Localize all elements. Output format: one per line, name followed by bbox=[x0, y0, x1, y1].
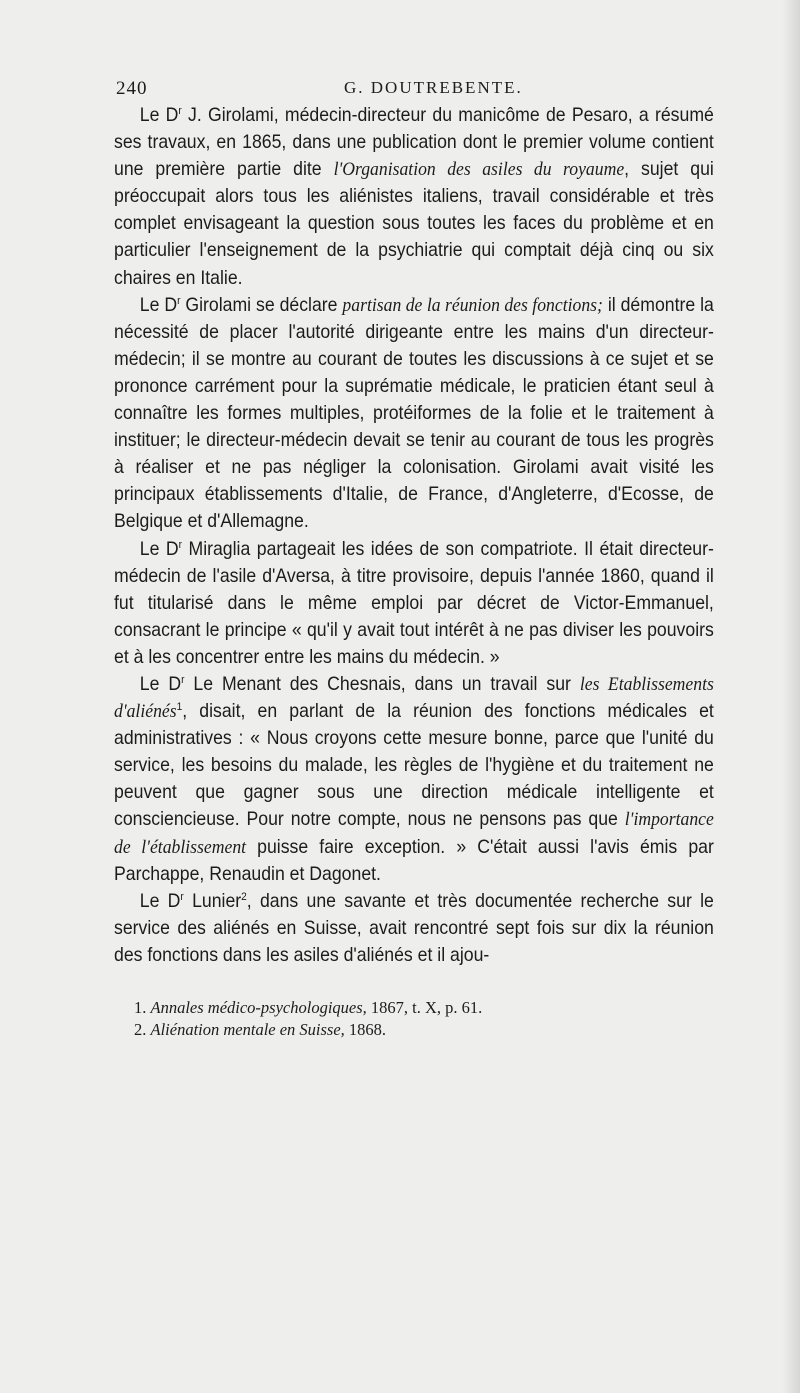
body-text bbox=[114, 102, 714, 969]
paragraph-3: Le $D^r$ Miraglia partageait les idées de son compatriote. Il était directeur-médecin de l'asile d'Aversa, à titre provisoire, depuis l'année 1860, quand il fut titularisé dans le même emploi par décret de Victor-Emmanuel, consacrant le principe « qu'il y avait tout intérêt à ne pas diviser les pouvoirs et à les concentrer entre les mains du médecin. » bbox=[114, 538, 714, 668]
paragraph-2: Le $D^r$ Girolami se déclare partisan de la réunion des fonctions; il démontre la nécessité de placer l'autorité dirigeante entre les mains d'un directeur-médecin; il se montre au courant de toutes les discussions à ce sujet et se prononce carrément pour la suprématie médicale, le praticien étant seul à connaître les formes multiples, protéiformes de la folie et le traitement à instituer; le directeur-médecin devait se tenir au courant de tous les progrès à réaliser et ne pas négliger la colonisation. Girolami avait visité les principaux établissements d'Italie, de France, d'Angleterre, d'Ecosse, de Belgique et d'Allemagne. bbox=[114, 294, 714, 533]
footnote-ref-1: 1 bbox=[176, 701, 183, 714]
paragraph-5: Le $D^r$ Lunier$^2$, dans une savante et très documentée recherche sur le service des aliénés en Suisse, avait rencontré sept fois sur dix la réunion des fonctions dans les asiles d'aliénés et il ajou- bbox=[114, 890, 714, 966]
footnotes bbox=[114, 997, 714, 1041]
running-head bbox=[114, 72, 714, 102]
paragraph-4: Le $D^r$ Le Menant des Chesnais, dans un travail sur les Etablissements d'aliénés$^1$, disait, en parlant de la réunion des fonctions médicales et administratives : « Nous croyons cette mesure bonne, parce que l'unité du service, les besoins du malade, les règles de l'hygiène et du traitement ne peuvent que gagner sous une direction médicale intelligente et consciencieuse. Pour notre compte, nous ne pensons pas que l'importance de l'établissement puisse faire exception. » C'était aussi l'avis émis par Parchappe, Renaudin et Dagonet. bbox=[114, 673, 714, 885]
page-edge-shadow bbox=[782, 0, 800, 1393]
footnote-2: 2. Aliénation mentale en Suisse, 1868. bbox=[134, 1020, 387, 1039]
running-title: G. DOUTREBENTE. bbox=[344, 78, 523, 97]
footnote-1: 1. Annales médico-psychologiques, 1867, t. X, p. 61. bbox=[134, 998, 483, 1017]
paragraph-1: Le $D^r$ J. Girolami, médecin-directeur du manicôme de Pesaro, a résumé ses travaux, en 1865, dans une publication dont le premier volume contient une première partie dite l'Organisation des asiles du royaume, sujet qui préoccupait alors tous les aliénistes italiens, travail considérable et très complet envisageant la question sous toutes les faces du problème et en particulier l'enseignement de la psychiatrie qui comptait déjà cinq ou six chaires en Italie. bbox=[114, 105, 714, 289]
page-number: 240 bbox=[116, 78, 148, 99]
footnote-ref-2: 2 bbox=[241, 890, 247, 903]
book-page bbox=[114, 72, 714, 1041]
